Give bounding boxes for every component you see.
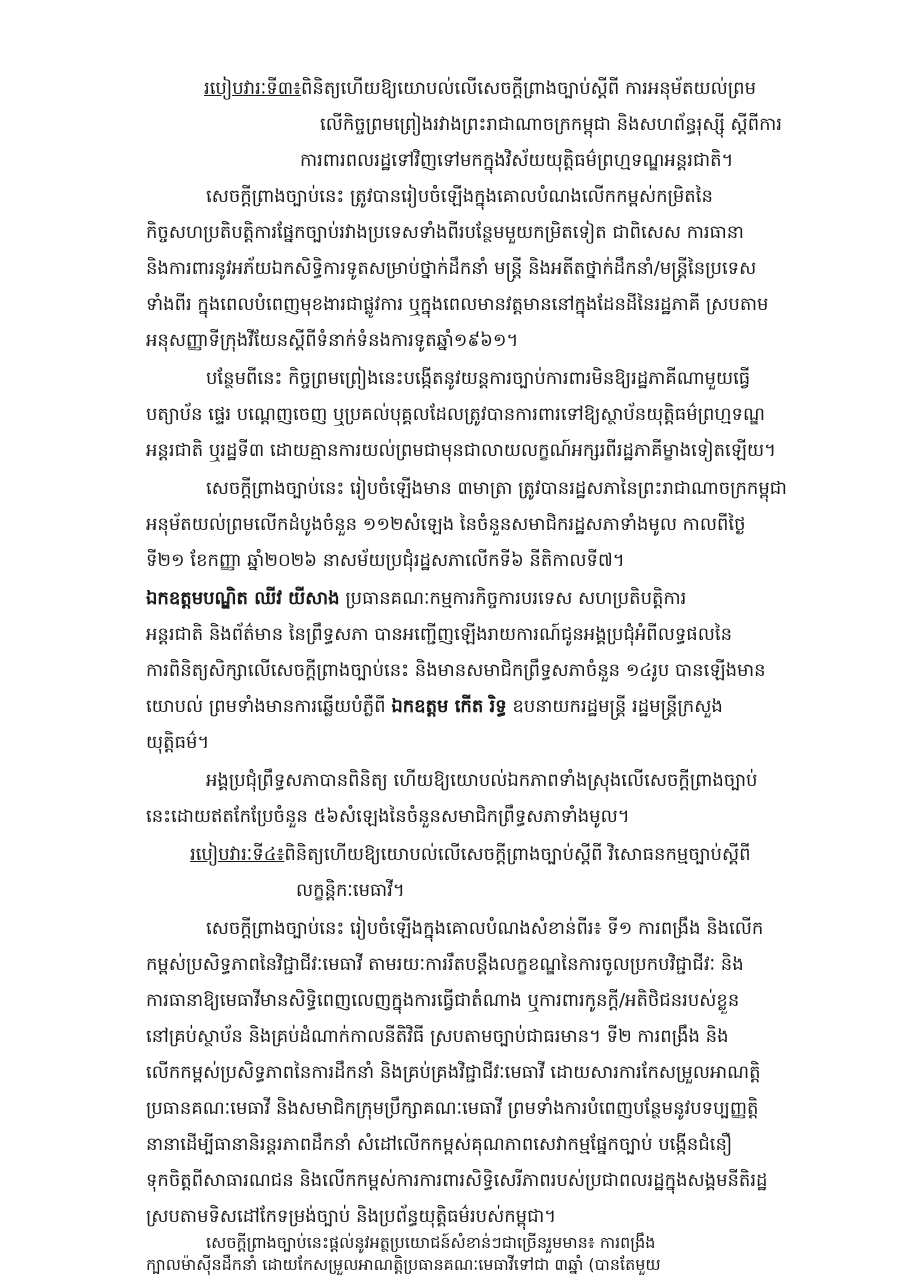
agenda-3-title-2: លើកិច្ចព្រមព្រៀងរវាងព្រះរាជាណាចក្រកម្ពុជា និងសហព័ន្ធរុស្ស៊ី ស្តីពីការ [320, 114, 782, 135]
agenda-3-p4-line-1 [146, 584, 686, 614]
agenda-3-p1-line: កិច្ចសហប្រតិបត្តិការផ្នែកច្បាប់រវាងប្រទេសទាំងពីរបន្ថែមមួយកម្រិតទៀត ជាពិសេស ការធានា [146, 222, 744, 243]
agenda-3-p2-line: បត្យាប័ន ផ្ទេរ បណ្តេញចេញ ឬប្រគល់បុគ្គលដែលត្រូវបានការពារទៅឱ្យស្ថាប័នយុត្តិធម៌ព្រហ្មទណ្ឌ [146, 404, 765, 425]
agenda-4-p1-line: ប្រធានគណៈមេធាវី និងសមាជិកក្រុមប្រឹក្សាគណៈមេធាវី ព្រមទាំងការបំពេញបន្ថែមនូវបទប្បញ្ញត្តិ [146, 1098, 759, 1119]
agenda-3-p4-text: យោបល់ ព្រមទាំងមានការឆ្លើយបំភ្លឺពី [146, 696, 392, 717]
agenda-4-title-2: លក្ខន្តិកៈមេធាវី។ [296, 880, 405, 901]
agenda-4-p2-line: សេចក្តីព្រាងច្បាប់នេះផ្តល់នូវអត្ថប្រយោជន៍សំខាន់ៗជាច្រើនរួមមាន៖ ការពង្រឹង [206, 1233, 656, 1252]
agenda-3-p3-line: សេចក្តីព្រាងច្បាប់នេះ រៀបចំឡើងមាន ៣មាត្រា ត្រូវបានរដ្ឋសភានៃព្រះរាជាណាចក្រកម្ពុជា [206, 478, 787, 499]
agenda-4-label: របៀបវារៈទី៤៖ [190, 844, 285, 865]
agenda-3-p4-text: ឧបនាយករដ្ឋមន្ត្រី រដ្ឋមន្ត្រីក្រសួង [506, 696, 723, 717]
agenda-3-p3-line: អនុម័តយល់ព្រមលើកដំបូងចំនួន ១១២សំឡេង នៃចំនួនសមាជិករដ្ឋសភាទាំងមូល កាលពីថ្ងៃ [146, 514, 746, 535]
agenda-3-p1-line: និងការពារនូវអភ័យឯកសិទ្ធិការទូតសម្រាប់ថ្នាក់ដឹកនាំ មន្ត្រី និងអតីតថ្នាក់ដឹកនាំ/មន្ត្រីនៃប្រទេស [146, 258, 757, 279]
agenda-4-p1-line: លើកកម្ពស់ប្រសិទ្ធភាពនៃការដឹកនាំ និងគ្រប់គ្រងវិជ្ជាជីវៈមេធាវី ដោយសារការកែសម្រួលអាណត្តិ [146, 1062, 761, 1083]
agenda-4-title-1: ពិនិត្យហើយឱ្យយោបល់លើសេចក្តីព្រាងច្បាប់ស្តីពី វិសោធនកម្មច្បាប់ស្តីពី [284, 844, 751, 865]
agenda-3-p4-line: អន្តរជាតិ និងព័ត៌មាន នៃព្រឹទ្ធសភា បានអញ្ជើញឡើងរាយការណ៍ជូនអង្គប្រជុំអំពីលទ្ធផលនៃ [146, 624, 732, 645]
agenda-3-p5-line: អង្គប្រជុំព្រឹទ្ធសភាបានពិនិត្យ ហើយឱ្យយោបល់ឯកភាពទាំងស្រុងលើសេចក្តីព្រាងច្បាប់ [206, 770, 758, 791]
agenda-3-p1-line: អនុសញ្ញាទីក្រុងវីយែនស្តីពីទំនាក់ទំនងការទូតឆ្នាំ១៩៦១។ [146, 330, 519, 351]
agenda-3-title-1: ពិនិត្យហើយឱ្យយោបល់លើសេចក្តីព្រាងច្បាប់ស្តីពី ការអនុម័តយល់ព្រម [301, 78, 757, 99]
agenda-3-p4-line-4 [146, 692, 723, 722]
agenda-4-heading-line-1 [190, 840, 751, 870]
agenda-3-p4-line: ការពិនិត្យសិក្សាលើសេចក្តីព្រាងច្បាប់នេះ និងមានសមាជិកព្រឹទ្ធសភាចំនួន ១៤រូប បានឡើងមាន [146, 660, 766, 681]
agenda-4-p2-line: ក្បាលម៉ាស៊ីនដឹកនាំ ដោយកែសម្រួលអាណត្តិប្រធានគណៈមេធាវីទៅជា ៣ឆ្នាំ (បានតែមួយ [146, 1255, 661, 1274]
agenda-3-p2-line: បន្ថែមពីនេះ កិច្ចព្រមព្រៀងនេះបង្កើតនូវយន្តការច្បាប់ការពារមិនឱ្យរដ្ឋភាគីណាមួយធ្វើ [206, 368, 751, 389]
minister-name: ឯកឧត្តម កើត រិទ្ធ [391, 696, 507, 717]
agenda-3-heading-line-1 [204, 74, 756, 104]
agenda-4-p1-line: សេចក្តីព្រាងច្បាប់នេះ រៀបចំឡើងក្នុងគោលបំណងសំខាន់ពីរ៖ ទី១ ការពង្រឹង និងលើក [206, 918, 764, 939]
agenda-3-p4-text: ប្រធានគណៈកម្មការកិច្ចការបរទេស សហប្រតិបត្តិការ [339, 588, 687, 609]
agenda-4-p1-line: កម្ពស់ប្រសិទ្ធភាពនៃវិជ្ជាជីវៈមេធាវី តាមរយៈការរឹតបន្តឹងលក្ខខណ្ឌនៃការចូលប្រកបវិជ្ជាជីវៈ និង [146, 954, 744, 975]
agenda-3-p1-line: ទាំងពីរ ក្នុងពេលបំពេញមុខងារជាផ្លូវការ ឬក្នុងពេលមានវត្តមាននៅក្នុងដែនដីនៃរដ្ឋភាគី ស្របតាម [146, 294, 769, 315]
agenda-4-p1-line: ស្របតាមទិសដៅកែទម្រង់ច្បាប់ និងប្រព័ន្ធយុត្តិធម៌របស់កម្ពុជា។ [146, 1206, 557, 1227]
agenda-4-p1-line: នៅគ្រប់ស្ថាប័ន និងគ្រប់ដំណាក់កាលនីតិវិធី ស្របតាមច្បាប់ជាធរមាន។ ទី២ ការពង្រឹង និង [146, 1026, 729, 1047]
senator-name: ឯកឧត្តមបណ្ឌិត ឈីវ យីសាង [146, 588, 340, 609]
agenda-4-p1-line: ទុកចិត្តពីសាធារណជន និងលើកកម្ពស់ការការពារសិទ្ធិសេរីភាពរបស់ប្រជាពលរដ្ឋក្នុងសង្គមនីតិរដ្ឋ [146, 1170, 768, 1191]
agenda-3-p3-line: ទី២១ ខែកញ្ញា ឆ្នាំ២០២៦ នាសម័យប្រជុំរដ្ឋសភាលើកទី៦ នីតិកាលទី៧។ [146, 550, 625, 571]
agenda-4-p1-line: នានាដើម្បីធានានិរន្តរភាពដឹកនាំ សំដៅលើកកម្ពស់គុណភាពសេវាកម្មផ្នែកច្បាប់ បង្កើនជំនឿ [146, 1134, 733, 1155]
agenda-3-p2-line: អន្តរជាតិ ឬរដ្ឋទី៣ ដោយគ្មានការយល់ព្រមជាមុនជាលាយលក្ខណ៍អក្សរពីរដ្ឋភាគីម្ខាងទៀតឡើយ។ [146, 440, 777, 461]
agenda-3-title-3: ការពារពលរដ្ឋទៅវិញទៅមកក្នុងវិស័យយុត្តិធម៌ព្រហ្មទណ្ឌអន្តរជាតិ។ [300, 150, 734, 171]
agenda-3-p1-line: សេចក្តីព្រាងច្បាប់នេះ ត្រូវបានរៀបចំឡើងក្នុងគោលបំណងលើកកម្ពស់កម្រិតនៃ [206, 186, 713, 207]
agenda-3-label: របៀបវារៈទី៣៖ [204, 78, 301, 99]
agenda-3-p4-line: យុត្តិធម៌។ [146, 732, 210, 753]
agenda-4-p1-line: ការធានាឱ្យមេធាវីមានសិទ្ធិពេញលេញក្នុងការធ្វើជាតំណាង ឬការពារកូនក្តី/អតិថិជនរបស់ខ្លួន [146, 990, 740, 1011]
agenda-3-p5-line: នេះដោយឥតកែប្រែចំនួន ៥៦សំឡេងនៃចំនួនសមាជិកព្រឹទ្ធសភាទាំងមូល។ [146, 806, 630, 827]
